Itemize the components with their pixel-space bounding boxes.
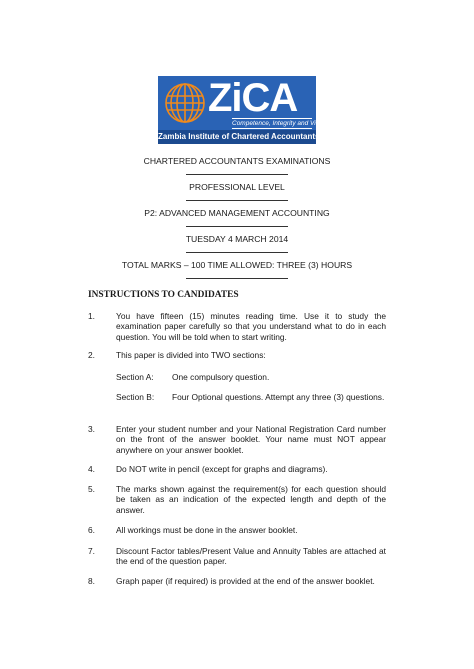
instruction-item: All workings must be done in the answer booklet. [116,525,298,535]
instruction-item: You have fifteen (15) minutes reading time. Use it to study the examination paper carefully so that you understand what to do in each question. You will be told when to start writing. [116,311,386,342]
divider [186,278,288,279]
item-number: 7. [88,546,95,556]
instruction-item: The marks shown against the requirement(s) for each question should be taken as an indication of the expected length and depth of the answer. [116,484,386,515]
logo-brand: ZiCA [208,76,298,120]
instruction-item: Discount Factor tables/Present Value and Annuity Tables are attached at the end of the question paper. [116,546,386,567]
exam-title: CHARTERED ACCOUNTANTS EXAMINATIONS [143,156,331,166]
item-number: 1. [88,311,95,321]
instruction-item: Graph paper (if required) is provided at the end of the answer booklet. [116,576,375,586]
instruction-item: Enter your student number and your National Registration Card number on the front of the answer booklet. Your name must NOT appear anywhere on your answer booklet. [116,424,386,455]
instruction-item: Do NOT write in pencil (except for graphs and diagrams). [116,464,328,474]
exam-date: TUESDAY 4 MARCH 2014 [185,234,289,244]
zica-logo [158,76,327,144]
item-number: 2. [88,350,95,360]
paper-title: P2: ADVANCED MANAGEMENT ACCOUNTING [144,208,330,218]
section-text: Four Optional questions. Attempt any three (3) questions. [172,392,385,402]
item-number: 8. [88,576,95,586]
section-label: Section A: [116,372,154,382]
instruction-item: This paper is divided into TWO sections: [116,350,266,360]
marks-and-time: TOTAL MARKS – 100 TIME ALLOWED: THREE (3) HOURS [121,260,353,270]
divider [186,174,288,175]
globe-icon [162,80,208,126]
item-number: 3. [88,424,95,434]
exam-level: PROFESSIONAL LEVEL [189,182,285,192]
item-number: 4. [88,464,95,474]
logo-institute-name: Zambia Institute of Chartered Accountants [158,130,316,144]
divider [186,226,288,227]
section-label: Section B: [116,392,155,402]
instructions-title: INSTRUCTIONS TO CANDIDATES [88,290,239,300]
section-text: One compulsory question. [172,372,270,382]
divider [186,200,288,201]
item-number: 6. [88,525,95,535]
logo-tagline: Competence, Integrity and Virtue [232,120,327,127]
item-number: 5. [88,484,95,494]
divider [186,252,288,253]
